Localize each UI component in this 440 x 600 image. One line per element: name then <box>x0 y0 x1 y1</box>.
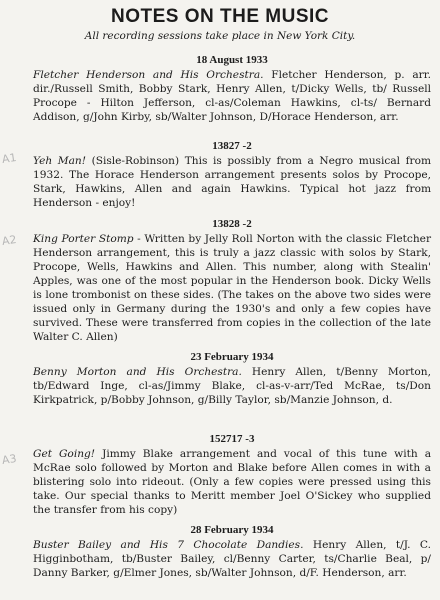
section-body: - Written by Jelly Roll Norton with the classic Fletcher Henderson arrangement, this is truly a jazz classic with solos by Stark, Procope, Wells, Hawkins and Allen. This number, along with Stealin' Apples, was one of the most popular in the Henderson book. Dicky Wells is lone trombonist on these sides. (The takes on the above two sides were issued only in Germany during the 1930's and only a few copies have survived. These were transferred from copies in the collection of the late Walter C. Allen) <box>33 233 432 343</box>
section-heading: 28 February 1934 <box>190 524 274 536</box>
track-section <box>33 218 431 344</box>
section-text <box>33 232 431 344</box>
track-title: Yeh Man! <box>33 155 86 167</box>
session-section <box>33 351 431 407</box>
section-heading: 152717 -3 <box>209 433 255 445</box>
section-text <box>33 538 431 580</box>
band-name: Benny Morton and His Orchestra. <box>33 366 242 378</box>
session-section <box>33 524 431 580</box>
section-text <box>33 447 431 517</box>
section-text <box>33 68 431 124</box>
track-section <box>33 140 431 210</box>
band-name: Fletcher Henderson and His Orchestra. <box>33 69 264 81</box>
section-body: Henry Allen, t/Benny Morton, tb/Edward Inge, cl-as/Jimmy Blake, cl-as-v-arr/Ted McRae, ts/Don Kirkpatrick, p/Bobby Johnson, g/Billy Taylor, sb/Manzie Johnson, d. <box>33 366 431 406</box>
handwritten-margin-note: A1 <box>1 151 18 166</box>
page-title: NOTES ON THE MUSIC <box>110 6 329 27</box>
section-heading: 18 August 1933 <box>196 54 268 66</box>
section-heading: 13828 -2 <box>212 218 252 230</box>
section-heading: 23 February 1934 <box>190 351 274 363</box>
track-title: King Porter Stomp <box>33 233 134 245</box>
session-section <box>33 54 431 124</box>
page-subtitle: All recording sessions take place in New York City. <box>84 30 356 42</box>
section-body: (Sisle-Robinson) This is possibly from a Negro musical from 1932. The Horace Henderson arrangement presents solos by Procope, Stark, Hawkins, Allen and again Hawkins. Typical hot jazz from Henderson - enjoy! <box>33 155 431 209</box>
section-heading: 13827 -2 <box>212 140 252 152</box>
section-text <box>33 154 431 210</box>
track-title: Get Going! <box>33 448 96 460</box>
band-name: Buster Bailey and His 7 Chocolate Dandies. <box>33 539 304 551</box>
section-body: Jimmy Blake arrangement and vocal of this tune with a McRae solo followed by Morton and Blake before Allen comes in with a blistering solo into rideout. (Only a few copies were pressed using this take. Our special thanks to Meritt member Joel O'Sickey who supplied the transfer from his copy) <box>33 448 432 516</box>
handwritten-margin-note: A2 <box>1 233 18 248</box>
section-text <box>33 365 431 407</box>
section-body: Fletcher Henderson, p. arr. dir./Russell Smith, Bobby Stark, Henry Allen, t/Dicky Wells, tb/ Russell Procope - Hilton Jefferson, cl-as/Coleman Hawkins, cl-ts/ Bernard Addison, g/John Kirby, sb/Walter Johnson, D/Horace Henderson, arr. <box>33 69 432 123</box>
section-body: Henry Allen, t/J. C. Higginbotham, tb/Buster Bailey, cl/Benny Carter, ts/Charlie Beal, p/ Danny Barker, g/Elmer Jones, sb/Walter Johnson, d/F. Henderson, arr. <box>33 539 431 579</box>
handwritten-margin-note: A3 <box>1 452 18 467</box>
track-section <box>33 433 431 517</box>
